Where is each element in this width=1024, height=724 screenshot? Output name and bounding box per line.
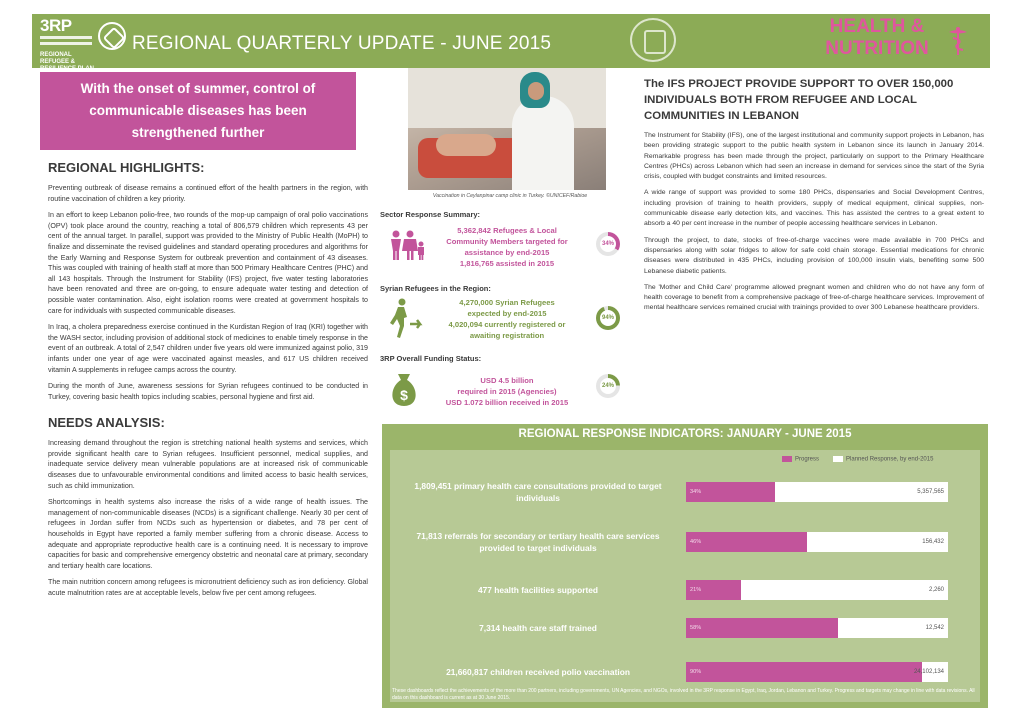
headline-banner: With the onset of summer, control of communicable diseases has been strengthened further <box>40 72 356 150</box>
indicator-progress-bar <box>686 662 922 682</box>
indicator-label: 7,314 health care staff trained <box>479 623 597 633</box>
funding-line: required in 2015 (Agencies) <box>457 387 557 396</box>
indicator-planned-bar <box>686 580 948 600</box>
indicator-progress-label: 58% <box>690 625 702 631</box>
refugees-donut-label: 94% <box>600 310 616 326</box>
indicator-target-label: 2,260 <box>928 587 944 593</box>
indicators-footnote: These dashboards reflect the achievements of the more than 200 partners, including governments, UN Agencies, and NGOs, involved in the 3RP response in Egypt, Iraq, Jordan, Lebanon and Turkey. Progress and targets may change in line with data revisions. All data on this dashboard is current as at 30 June 2015. <box>392 688 975 701</box>
medical-caduceus-icon <box>946 26 970 56</box>
indicator-progress-label: 46% <box>690 539 702 545</box>
right-column <box>644 76 984 320</box>
indicator-planned-bar <box>686 618 948 638</box>
sector-tag: HEALTH & NUTRITION <box>825 16 929 59</box>
logo-emblem-icon <box>98 22 126 50</box>
funding-line: USD 1.072 billion received in 2015 <box>445 398 569 407</box>
chart-legend <box>782 456 933 463</box>
needs-paragraph: The main nutrition concern among refugees is micronutrient deficiency such as iron deficiency. Global acute malnutrition rates are at acceptable levels, below five per cent among refugees. <box>48 578 368 597</box>
sector-line: 1,816,765 assisted in 2015 <box>459 259 555 268</box>
refugee-line: 4,020,094 currently registered or <box>448 320 566 329</box>
highlights-paragraph: Preventing outbreak of disease remains a continued effort of the health partners in the region, with routine vaccination of children a key priority. <box>48 184 368 203</box>
sector-donut-label: 34% <box>600 236 616 252</box>
indicators-panel <box>382 424 988 708</box>
sector-line: 5,362,842 Refugees & Local <box>457 226 557 235</box>
refugees-donut <box>596 306 620 330</box>
funding-donut <box>596 374 620 398</box>
vaccination-photo <box>408 68 606 190</box>
highlights-paragraph: In Iraq, a cholera preparedness exercise continued in the Kurdistan Region of Iraq (KRI) together with the WASH sector, including provision of additional stock of medicines to enable timely response in the event of an outbreak. A total of 2,547 children under five years old were immunized against polio, 319 infants under one year of age were vaccinated against measles, and 617 US children received vitamin A supplements in refugee camps across the country. <box>48 323 368 374</box>
legend-progress-label: Progress <box>795 456 820 463</box>
indicator-progress-label: 21% <box>690 587 702 593</box>
svg-text:$: $ <box>400 387 408 403</box>
indicator-label: 477 health facilities supported <box>477 585 599 595</box>
indicator-progress-bar <box>686 532 807 552</box>
logo-subtext: REGIONAL REFUGEE & RESILIENCE PLAN <box>40 52 95 72</box>
indicator-planned-bar <box>686 532 948 552</box>
logo-lines <box>40 36 92 48</box>
indicators-chart <box>390 450 980 702</box>
indicator-planned-bar <box>686 482 948 502</box>
indicator-target-label: 156,432 <box>922 539 944 545</box>
indicator-label: 1,809,451 primary health care consultations provided to target individuals <box>414 481 662 503</box>
refugee-line: expected by end-2015 <box>467 309 547 318</box>
legend-planned <box>833 456 933 463</box>
refugees-label: Syrian Refugees in the Region: <box>380 284 491 293</box>
page-title: REGIONAL QUARTERLY UPDATE - JUNE 2015 <box>132 33 552 54</box>
sector-donut <box>596 232 620 256</box>
sector-line: assistance by end-2015 <box>464 248 550 257</box>
highlights-paragraph: In an effort to keep Lebanon polio-free, two rounds of the mop-up campaign of oral polio vaccinations (OPV) took place around the country, reaching a total of 806,579 children which represents 43 per cent of the annual target. In parallel, support was provided to the Ministry of Public Health (MoPH) to finalize and disseminate the revised guidelines and standard operating procedures and algorithms for the Early Warning and Response System for outbreak prevention and containment of 43 diseases. This was coupled with training of health staff at more than 500 Primary Healthcare Centres (PHC) and all 143 hospitals. Through the Instrument for Stability (IFS) project, five water testing laboratories have been renovated and three are on-going, to ensure adequate water testing and detection of possible water contamination. Also, eight isolation rooms were created at government hospitals to care for individuals with suspected communicable diseases. <box>48 211 368 315</box>
legend-planned-label: Planned Response, by end-2015 <box>846 456 934 463</box>
indicator-target-label: 12,542 <box>925 625 944 631</box>
highlights-title: REGIONAL HIGHLIGHTS: <box>48 160 205 175</box>
refugee-walking-icon <box>388 298 426 338</box>
indicator-progress-label: 34% <box>690 489 702 495</box>
refugee-line: 4,270,000 Syrian Refugees <box>459 298 555 307</box>
family-icon <box>388 230 428 262</box>
refugee-line: awaiting registration <box>469 331 545 340</box>
indicator-planned-bar <box>686 662 948 682</box>
3rp-logo <box>36 16 126 72</box>
watermark-emblem-icon <box>630 18 676 62</box>
needs-paragraph: Shortcomings in health systems also increase the risks of a wide range of health issues. The management of non-communicable diseases (NCDs) is a significant challenge. Nearly 30 per cent of refugees in Jordan suffer from NCDs such as hypertension or diabetes, and 78 per cent of households in Egypt have reported a family member suffering from a chronic disease. Access to adequate and appropriate reproductive health care is a continuing need. It is necessary to improve capacities for basic and comprehensive emergency obstetric and neonatal care at primary, secondary and tertiary health care locations. <box>48 498 368 570</box>
indicator-progress-label: 90% <box>690 669 702 675</box>
refugees-text <box>432 297 582 341</box>
needs-title: NEEDS ANALYSIS: <box>48 415 165 431</box>
left-column <box>48 160 368 605</box>
indicator-progress-bar <box>686 618 838 638</box>
indicator-target-label: 24,102,134 <box>913 669 944 675</box>
needs-paragraph: Increasing demand throughout the region is stretching national health systems and services, which provide significant health care to Syrian refugees. Insufficient personnel, medical supplies, and inadequate service delivery mean vulnerable populations are at increased risk of communicable diseases due to unfavourable environmental conditions and limited access to basic health services, such as child immunization. <box>48 439 368 490</box>
ifs-paragraph: The 'Mother and Child Care' programme allowed pregnant women and children who do not have any form of health coverage to benefit from a comprehensive package of free-of-charge healthcare services. Improvement of mental healthcare services remained crucial with trainings provided to over 300 Lebanese healthcare providers. <box>644 283 984 312</box>
funding-label: 3RP Overall Funding Status: <box>380 354 482 363</box>
sector-summary-text <box>432 225 582 269</box>
photo-caption: Vaccination in Ceylanpinar camp clinic in Turkey. ©UNICEF/Rabioe <box>432 193 588 199</box>
legend-progress <box>782 456 819 463</box>
funding-line: USD 4.5 billion <box>480 376 534 385</box>
indicators-title: REGIONAL RESPONSE INDICATORS: JANUARY - JUNE 2015 <box>518 428 852 440</box>
funding-donut-label: 24% <box>600 378 616 394</box>
ifs-paragraph: The Instrument for Stability (IFS), one of the largest institutional and community support projects in Lebanon, has been providing strategic support to the public health system in Lebanon since its launch in January 2014. Remarkable progress has been made through the project, particularly on support to the Primary Healthcare Centres (PHCs) across Lebanon which had seen an increase in demand for services since the start of the Syria crisis, coupled with budget constraints and limited resources. <box>644 132 984 181</box>
logo-text: 3RP <box>40 16 72 35</box>
funding-text <box>432 375 582 408</box>
money-bag-icon <box>388 372 420 408</box>
ifs-paragraph: A wide range of support was provided to some 180 PHCs, dispensaries and Social Development Centres, including provision of training to health providers, supply of medical equipment, clinical supplies, non-communicable disease early detection kits, and vaccines. This has assisted the centres to a great extent to absorb a 40 per cent increase in the number of people accessing healthcare services in Lebanon. <box>644 189 984 228</box>
indicator-target-label: 5,357,565 <box>917 489 944 495</box>
highlights-paragraph: During the month of June, awareness sessions for Syrian refugees continued to be conducted in Turkey, covering basic health topics including scabies, personal hygiene and first aid. <box>48 382 368 401</box>
sector-summary-label: Sector Response Summary: <box>380 210 481 219</box>
ifs-paragraph: Through the project, to date, stocks of free-of-charge vaccines were made available in 700 PHCs and dispensaries along with solar fridges to allow for safe cold chain storage. Essential medications for chronic diseases were distributed in 435 PHCs, including provision of 100,000 insulin vials, benefiting some 500 Lebanese diabetic patients. <box>644 236 984 275</box>
ifs-heading: The IFS PROJECT PROVIDE SUPPORT TO OVER 150,000 INDIVIDUALS BOTH FROM REFUGEE AND LOCAL COMMUNITIES IN LEBANON <box>644 78 954 122</box>
indicator-label: 71,813 referrals for secondary or tertiary health care services provided to target individuals <box>416 531 660 553</box>
sector-line: Community Members targeted for <box>446 237 568 246</box>
indicator-label: 21,660,817 children received polio vaccination <box>446 667 630 677</box>
